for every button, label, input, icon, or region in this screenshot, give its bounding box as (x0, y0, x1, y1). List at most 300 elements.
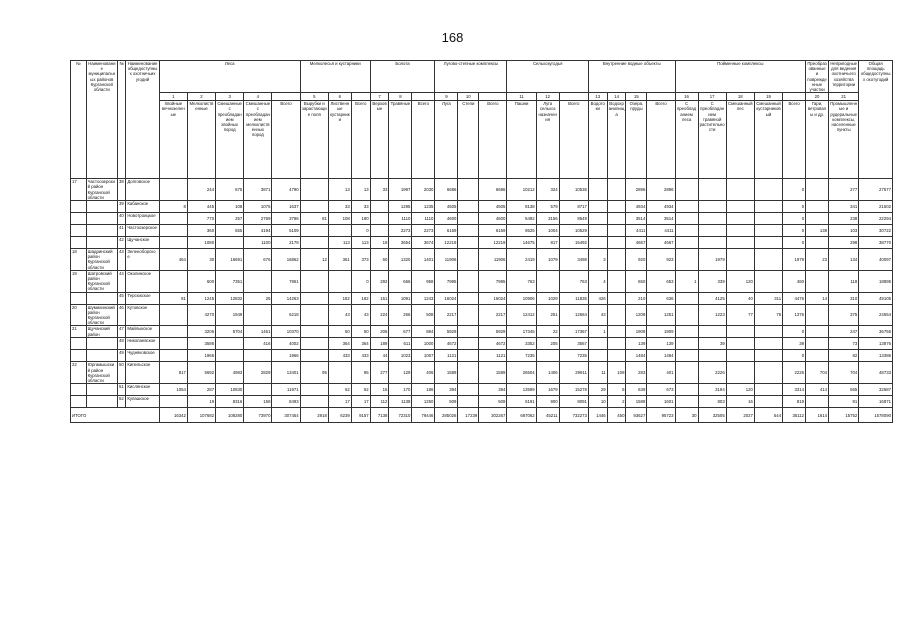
column-number (559, 93, 588, 101)
column-number: 14 (607, 93, 626, 101)
table-cell: 17345 (507, 326, 536, 338)
table-cell (607, 270, 626, 292)
table-cell: 4934 (626, 201, 647, 213)
total-cell: 307454 (272, 408, 300, 423)
subheader: Смешанные с преобладанием мелколиственных пород (244, 101, 272, 179)
column-number: 1 (159, 93, 187, 101)
total-cell: 302267 (479, 408, 507, 423)
table-cell: 23 (806, 249, 829, 271)
table-cell (607, 326, 626, 338)
table-cell: Шатровский район Курганской области (86, 270, 117, 292)
table-cell: 0 (783, 213, 806, 225)
column-number (647, 93, 675, 101)
table-cell (71, 225, 87, 237)
table-cell: 373 (351, 249, 370, 271)
table-cell: 81 (300, 213, 328, 225)
table-cell: 509 (435, 396, 458, 408)
table-cell: 3514 (626, 213, 647, 225)
table-cell: 3352 (507, 338, 536, 350)
table-cell: 2419 (507, 249, 536, 271)
table-row (71, 225, 893, 237)
table-cell: 10529 (559, 225, 588, 237)
table-cell (71, 396, 87, 408)
column-number (412, 93, 435, 101)
table-cell (86, 225, 117, 237)
group-header: Болота (370, 61, 435, 93)
table-cell: 3871 (244, 179, 272, 201)
table-cell: 0 (783, 326, 806, 338)
table-cell: 650 (626, 270, 647, 292)
table-cell: 33 (328, 201, 351, 213)
table-cell: 16024 (435, 292, 458, 304)
table-cell: 158 (244, 396, 272, 408)
table-cell (675, 338, 698, 350)
table-cell: 41 (117, 225, 125, 237)
table-cell: 30722 (859, 225, 893, 237)
table-cell: 1966 (272, 350, 300, 362)
table-cell (754, 384, 782, 396)
table-cell: 361 (328, 249, 351, 271)
table-cell: 4600 (479, 213, 507, 225)
total-cell: 73970 (244, 408, 272, 423)
table-cell: 1004 (536, 225, 559, 237)
subheader: Пашни (507, 101, 536, 179)
table-cell: 676 (244, 249, 272, 271)
table-cell (754, 362, 782, 384)
table-cell: 0 (351, 270, 370, 292)
table-cell: 91 (829, 396, 859, 408)
table-cell (458, 350, 479, 362)
table-cell: 426 (588, 292, 607, 304)
table-cell: 394 (435, 384, 458, 396)
column-number: 4 (244, 93, 272, 101)
table-cell (675, 384, 698, 396)
table-cell: 310 (829, 292, 859, 304)
table-cell: 406 (412, 362, 435, 384)
subheader: Степи (458, 101, 479, 179)
table-cell (754, 249, 782, 271)
table-cell (328, 362, 351, 384)
table-cell (159, 225, 187, 237)
table-cell: 287 (187, 384, 215, 396)
table-cell (588, 237, 607, 249)
table-cell: 8091 (559, 396, 588, 408)
table-cell: 2273 (412, 225, 435, 237)
subheader: С преобладанием травяной растительности (698, 101, 726, 179)
table-row (71, 237, 893, 249)
table-cell (458, 201, 479, 213)
table-cell: 251 (536, 304, 559, 326)
group-header: Лугово-степные комплексы (435, 61, 507, 93)
table-cell: 11 (588, 362, 607, 384)
table-cell: 12219 (479, 237, 507, 249)
total-cell: 93627 (626, 408, 647, 423)
table-cell: Шадринский район Курганской области (86, 249, 117, 271)
table-cell: 6191 (507, 396, 536, 408)
table-cell (698, 326, 726, 338)
table-cell: 108 (216, 201, 244, 213)
table-cell: 186 (412, 384, 435, 396)
table-cell: 1909 (647, 326, 675, 338)
group-header: Сельхозугодья (507, 61, 588, 93)
table-cell (588, 225, 607, 237)
table-cell: 1 (588, 326, 607, 338)
table-row (71, 249, 893, 271)
table-cell: 4125 (698, 292, 726, 304)
table-cell: 1588 (626, 396, 647, 408)
table-cell: 0 (783, 179, 806, 201)
table-row (71, 396, 893, 408)
table-cell: 8717 (559, 201, 588, 213)
table-cell (698, 237, 726, 249)
table-cell: 3156 (536, 213, 559, 225)
table-cell (458, 362, 479, 384)
table-cell: 151 (370, 292, 389, 304)
subheader: Всего (647, 101, 675, 179)
table-cell: 170 (389, 384, 412, 396)
table-cell (754, 201, 782, 213)
table-cell: 4672 (479, 338, 507, 350)
table-cell (675, 292, 698, 304)
table-cell (675, 326, 698, 338)
table-cell: 5109 (272, 225, 300, 237)
table-cell (806, 237, 829, 249)
table-cell (607, 213, 626, 225)
table-cell: Новотроицкое (126, 213, 159, 225)
table-cell (754, 213, 782, 225)
subheader: Мелколиственные (187, 101, 215, 179)
table-cell: 12412 (507, 304, 536, 326)
subheader: Хвойные вечнозеленые (159, 101, 187, 179)
table-cell: 108 (607, 362, 626, 384)
table-cell: Кислянское (126, 384, 159, 396)
table-cell: 40 (117, 213, 125, 225)
table-cell: 40097 (859, 249, 893, 271)
table-cell: 2273 (389, 225, 412, 237)
table-cell: Щучанский район (86, 326, 117, 338)
table-cell: 1223 (698, 304, 726, 326)
table-cell: 1208 (626, 304, 647, 326)
table-cell: 1075 (244, 201, 272, 213)
table-cell: 3796 (272, 213, 300, 225)
table-cell (300, 338, 328, 350)
table-cell: 555 (216, 225, 244, 237)
table-cell (86, 292, 117, 304)
table-row (71, 338, 893, 350)
table-cell: 10212 (507, 179, 536, 201)
column-number: 3 (216, 93, 244, 101)
table-cell: 13 (328, 179, 351, 201)
table-cell: 1100 (244, 237, 272, 249)
group-header: Наименование общедоступных охотничьих угодий (126, 61, 159, 179)
table-cell: 10906 (507, 292, 536, 304)
table-cell (675, 249, 698, 271)
table-cell (71, 213, 87, 225)
table-cell (607, 350, 626, 362)
table-cell: 73 (829, 338, 859, 350)
total-cell: 7138 (370, 408, 389, 423)
table-cell: Кулашское (126, 396, 159, 408)
table-cell: 4934 (647, 201, 675, 213)
table-cell (458, 213, 479, 225)
table-cell: 139 (626, 338, 647, 350)
table-cell: 2896 (647, 179, 675, 201)
subheader: Всего (559, 101, 588, 179)
table-cell (726, 213, 754, 225)
table-cell: 0 (783, 350, 806, 362)
table-cell: 3498 (559, 249, 588, 271)
table-cell: 5692 (187, 362, 215, 384)
table-cell: Чудняковское (126, 350, 159, 362)
table-cell: 21 (71, 326, 87, 338)
table-cell: 1121 (435, 350, 458, 362)
table-cell: 11906 (479, 249, 507, 271)
table-cell (300, 292, 328, 304)
table-cell: 401 (647, 362, 675, 384)
table-cell: 4505 (479, 201, 507, 213)
table-cell (536, 350, 559, 362)
table-cell: 18895 (859, 270, 893, 292)
table-cell (159, 213, 187, 225)
table-cell: 43 (117, 249, 125, 271)
table-cell (244, 384, 272, 396)
table-cell (607, 179, 626, 201)
table-cell: 82 (829, 350, 859, 362)
column-number: 12 (536, 93, 559, 101)
table-cell (216, 350, 244, 362)
table-cell: 1401 (412, 249, 435, 271)
table-cell: 1235 (412, 201, 435, 213)
group-header: Преобразованные и поврежденные участки (807, 61, 827, 93)
group-header: Общая площадь общедоступных охотугодий (859, 61, 893, 179)
table-cell: 1601 (647, 396, 675, 408)
table-cell: 95 (351, 362, 370, 384)
table-cell: 81 (159, 292, 187, 304)
total-row (71, 408, 893, 423)
table-cell: 639 (626, 384, 647, 396)
table-cell: 4002 (272, 338, 300, 350)
table-cell: 19 (370, 237, 389, 249)
data-table (70, 60, 893, 423)
table-cell: 2217 (435, 304, 458, 326)
table-cell (588, 179, 607, 201)
table-cell: 2769 (244, 213, 272, 225)
table-cell: 509 (479, 396, 507, 408)
table-cell (458, 384, 479, 396)
table-cell: 920 (626, 249, 647, 271)
table-cell: 1243 (412, 292, 435, 304)
table-cell: 900 (536, 396, 559, 408)
subheader: Смешанный лес (726, 101, 754, 179)
table-cell (86, 338, 117, 350)
table-cell: 139 (647, 338, 675, 350)
table-cell: Частоозерское (126, 225, 159, 237)
table-cell: 1589 (479, 362, 507, 384)
table-cell (726, 362, 754, 384)
total-cell: 6239 (328, 408, 351, 423)
table-cell (300, 270, 328, 292)
table-cell: 77 (726, 304, 754, 326)
table-cell (300, 304, 328, 326)
column-number: 9 (435, 93, 458, 101)
subheader: Луга (435, 101, 458, 179)
table-cell: 48733 (859, 362, 893, 384)
table-cell: 52 (117, 396, 125, 408)
table-cell: 16 (726, 396, 754, 408)
table-cell: 1406 (536, 362, 559, 384)
table-cell (458, 237, 479, 249)
table-cell (726, 225, 754, 237)
table-cell (726, 249, 754, 271)
table-cell: 16862 (272, 249, 300, 271)
table-cell: Кутовское (126, 304, 159, 326)
table-cell: 0 (783, 237, 806, 249)
table-cell: 4790 (272, 179, 300, 201)
column-number (351, 93, 370, 101)
table-cell (675, 225, 698, 237)
table-cell: Околинское (126, 270, 159, 292)
table-cell: 653 (647, 270, 675, 292)
table-cell: 508 (412, 304, 435, 326)
table-cell (536, 270, 559, 292)
table-cell (806, 326, 829, 338)
table-cell (675, 350, 698, 362)
table-cell: 1966 (187, 350, 215, 362)
table-cell: 6686 (435, 179, 458, 201)
table-cell (159, 350, 187, 362)
table-cell (806, 350, 829, 362)
table-cell: 636 (647, 292, 675, 304)
table-cell (806, 304, 829, 326)
table-cell: 324 (536, 179, 559, 201)
table-cell (300, 225, 328, 237)
table-cell: 112 (370, 396, 389, 408)
table-cell: 5704 (216, 326, 244, 338)
table-cell: 32687 (859, 384, 893, 396)
table-cell: 120 (726, 384, 754, 396)
table-cell: 14 (806, 292, 829, 304)
table-cell (300, 396, 328, 408)
table-cell (458, 249, 479, 271)
table-cell (726, 201, 754, 213)
column-number: 19 (754, 93, 782, 101)
table-cell: 38770 (859, 237, 893, 249)
table-cell (159, 396, 187, 408)
subheader: Лиственные кустарники (328, 101, 351, 179)
table-cell: 4194 (244, 225, 272, 237)
table-cell: 803 (698, 396, 726, 408)
table-cell: 673 (647, 384, 675, 396)
column-number: 5 (300, 93, 328, 101)
subheader: Всего (412, 101, 435, 179)
table-cell (754, 338, 782, 350)
table-cell (588, 350, 607, 362)
group-header-row (71, 61, 893, 93)
column-number: 11 (507, 93, 536, 101)
table-cell: 1023 (389, 350, 412, 362)
table-cell: 360 (187, 225, 215, 237)
table-cell (607, 201, 626, 213)
table-cell: 12 (300, 249, 328, 271)
table-cell: 38 (117, 179, 125, 201)
table-cell: 17367 (559, 326, 588, 338)
total-cell: 9157 (351, 408, 370, 423)
table-cell (300, 237, 328, 249)
total-cell: 79446 (412, 408, 435, 423)
table-cell: 394 (479, 384, 507, 396)
table-cell: 1979 (698, 249, 726, 271)
table-cell: 19 (187, 396, 215, 408)
table-cell (726, 350, 754, 362)
table-cell: 339 (698, 270, 726, 292)
subheader: Промышленные и рудеральные комплексы, населенные пункты (829, 101, 859, 179)
table-cell (458, 225, 479, 237)
table-cell: 0 (783, 225, 806, 237)
group-header: Мелколесья и кустарники (300, 61, 370, 93)
table-cell: 1000 (412, 338, 435, 350)
table-cell (300, 326, 328, 338)
table-cell: 1091 (389, 292, 412, 304)
table-cell: 62 (328, 384, 351, 396)
table-cell (675, 304, 698, 326)
subheader: Гари, ветровалы и др. (806, 101, 829, 179)
total-cell: 108280 (216, 408, 244, 423)
table-cell: 76 (754, 304, 782, 326)
total-cell: 45211 (536, 408, 559, 423)
table-cell: 364 (328, 338, 351, 350)
table-cell: 11835 (559, 292, 588, 304)
table-cell: 13401 (272, 362, 300, 384)
table-cell: 39 (783, 338, 806, 350)
table-cell: 182 (351, 292, 370, 304)
table-cell: 43 (328, 304, 351, 326)
table-cell (754, 237, 782, 249)
table-cell: 16871 (859, 396, 893, 408)
table-cell: 10 (588, 396, 607, 408)
table-cell (754, 270, 782, 292)
table-cell: 4600 (435, 213, 458, 225)
table-cell: Щучанское (126, 237, 159, 249)
table-cell: 266 (389, 304, 412, 326)
table-cell: 5929 (435, 326, 458, 338)
table-row (71, 270, 893, 292)
table-cell: 298 (829, 237, 859, 249)
table-cell: 2030 (412, 179, 435, 201)
table-cell: 0 (351, 225, 370, 237)
column-number: 7 (370, 93, 389, 101)
table-cell: 4270 (187, 304, 215, 326)
table-cell (588, 213, 607, 225)
table-cell: 1110 (412, 213, 435, 225)
total-cell: 30 (675, 408, 698, 423)
table-cell: 8138 (507, 201, 536, 213)
table-cell: 22 (71, 362, 87, 384)
group-header: № (71, 61, 87, 179)
table-cell (607, 292, 626, 304)
table-cell (244, 270, 272, 292)
total-cell: 1578090 (859, 408, 893, 423)
table-cell (458, 326, 479, 338)
table-cell: 8316 (216, 396, 244, 408)
table-cell: 129 (389, 362, 412, 384)
column-number (272, 93, 300, 101)
total-cell: 1614 (806, 408, 829, 423)
table-cell: 47 (117, 326, 125, 338)
table-cell (726, 326, 754, 338)
table-cell (607, 225, 626, 237)
table-cell: 923 (647, 249, 675, 271)
table-cell: 1908 (626, 326, 647, 338)
